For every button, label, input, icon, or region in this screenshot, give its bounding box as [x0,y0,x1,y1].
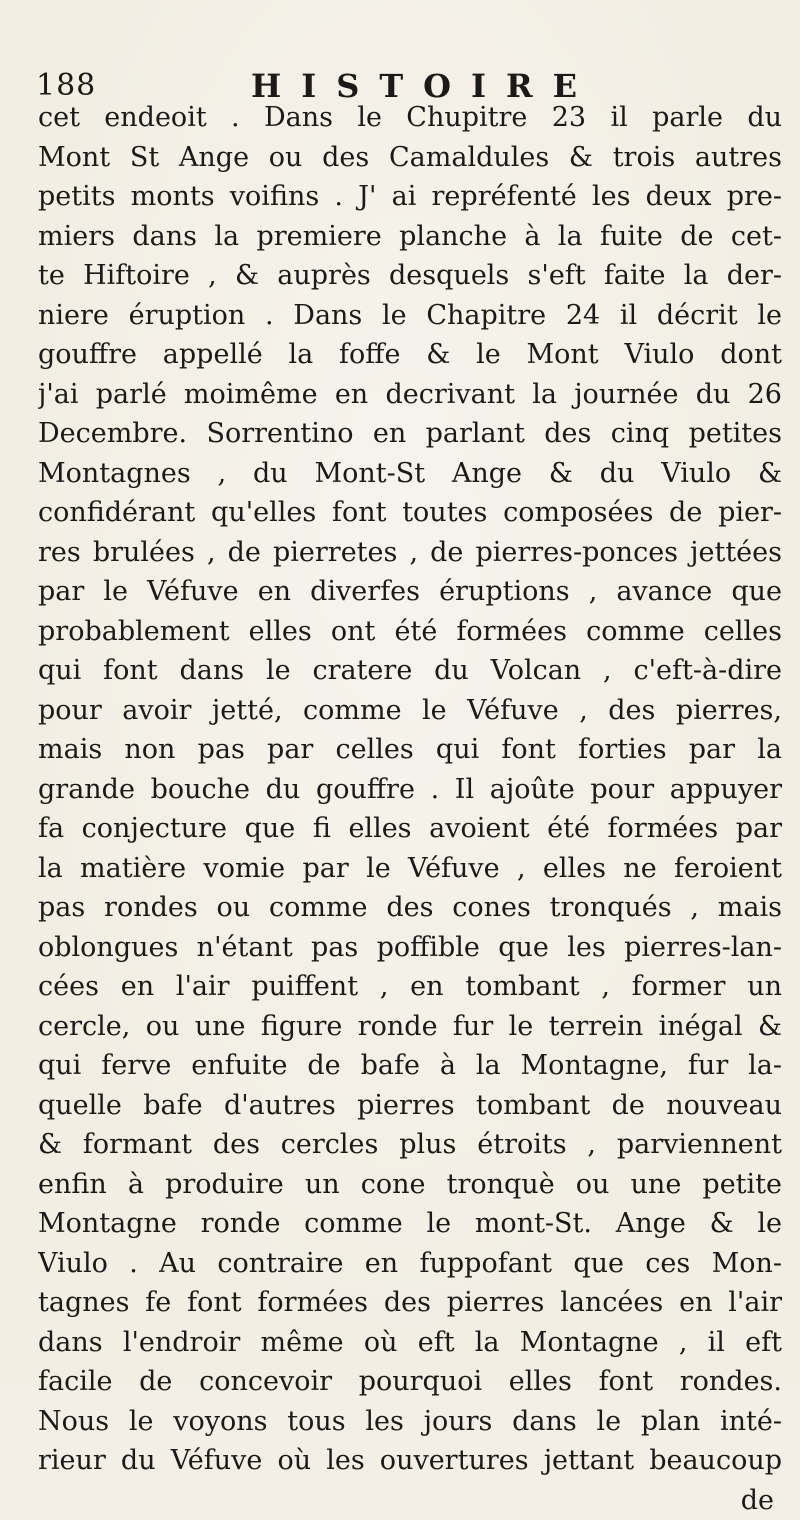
text-line: & formant des cercles plus étroits , parviennent [38,1125,782,1165]
text-line: gouffre appellé la foffe & le Mont Viulo dont [38,335,782,375]
text-line: pour avoir jetté, comme le Véfuve , des pierres, [38,691,782,731]
text-line: Decembre. Sorrentino en parlant des cinq petites [38,414,782,454]
text-line: Montagnes , du Mont-St Ange & du Viulo & [38,454,782,494]
text-line: res brulées , de pierretes , de pierres-ponces jettées [38,533,782,573]
text-line: Viulo . Au contraire en fuppofant que ces Mon- [38,1244,782,1284]
text-line: niere éruption . Dans le Chapitre 24 il décrit le [38,296,782,336]
page-number: 188 [36,66,96,106]
text-line: Nous le voyons tous les jours dans le plan inté- [38,1402,782,1442]
text-line: enfin à produire un cone tronquè ou une petite [38,1165,782,1205]
text-line: quelle bafe d'autres pierres tombant de nouveau [38,1086,782,1126]
text-line: pas rondes ou comme des cones tronqués , mais [38,888,782,928]
text-line: qui font dans le cratere du Volcan , c'eft-à-dire [38,651,782,691]
text-line: dans l'endroir même où eft la Montagne , il eft [38,1323,782,1363]
text-line: facile de concevoir pourquoi elles font rondes. [38,1362,782,1402]
text-line: grande bouche du gouffre . Il ajoûte pour appuyer [38,770,782,810]
running-title: HISTOIRE [251,66,597,106]
text-line: Mont St Ange ou des Camaldules & trois autres [38,138,782,178]
body-text [38,98,782,1378]
text-line: j'ai parlé moimême en decrivant la journée du 26 [38,375,782,415]
text-line: rieur du Véfuve où les ouvertures jettant beaucoup [38,1441,782,1481]
text-line: miers dans la premiere planche à la fuite de cet- [38,217,782,257]
text-line: cercle, ou une figure ronde fur le terrein inégal & [38,1007,782,1047]
text-line: te Hiftoire , & auprès desquels s'eft faite la der- [38,256,782,296]
text-line: par le Véfuve en diverfes éruptions , avance que [38,572,782,612]
catchword: de [38,1481,782,1520]
text-line: confidérant qu'elles font toutes composées de pier- [38,493,782,533]
text-line: la matière vomie par le Véfuve , elles ne feroient [38,849,782,889]
text-line: probablement elles ont été formées comme celles [38,612,782,652]
text-line: Montagne ronde comme le mont-St. Ange & le [38,1204,782,1244]
text-line: mais non pas par celles qui font forties par la [38,730,782,770]
text-line: qui ferve enfuite de bafe à la Montagne, fur la- [38,1046,782,1086]
text-line: tagnes fe font formées des pierres lancées en l'air [38,1283,782,1323]
text-line: cet endeoit . Dans le Chupitre 23 il parle du [38,98,782,138]
text-line: petits monts voifins . J' ai repréfenté les deux pre- [38,177,782,217]
text-line: oblongues n'étant pas poffible que les pierres-lan- [38,928,782,968]
text-line: fa conjecture que fi elles avoient été formées par [38,809,782,849]
text-line: cées en l'air puiffent , en tombant , former un [38,967,782,1007]
